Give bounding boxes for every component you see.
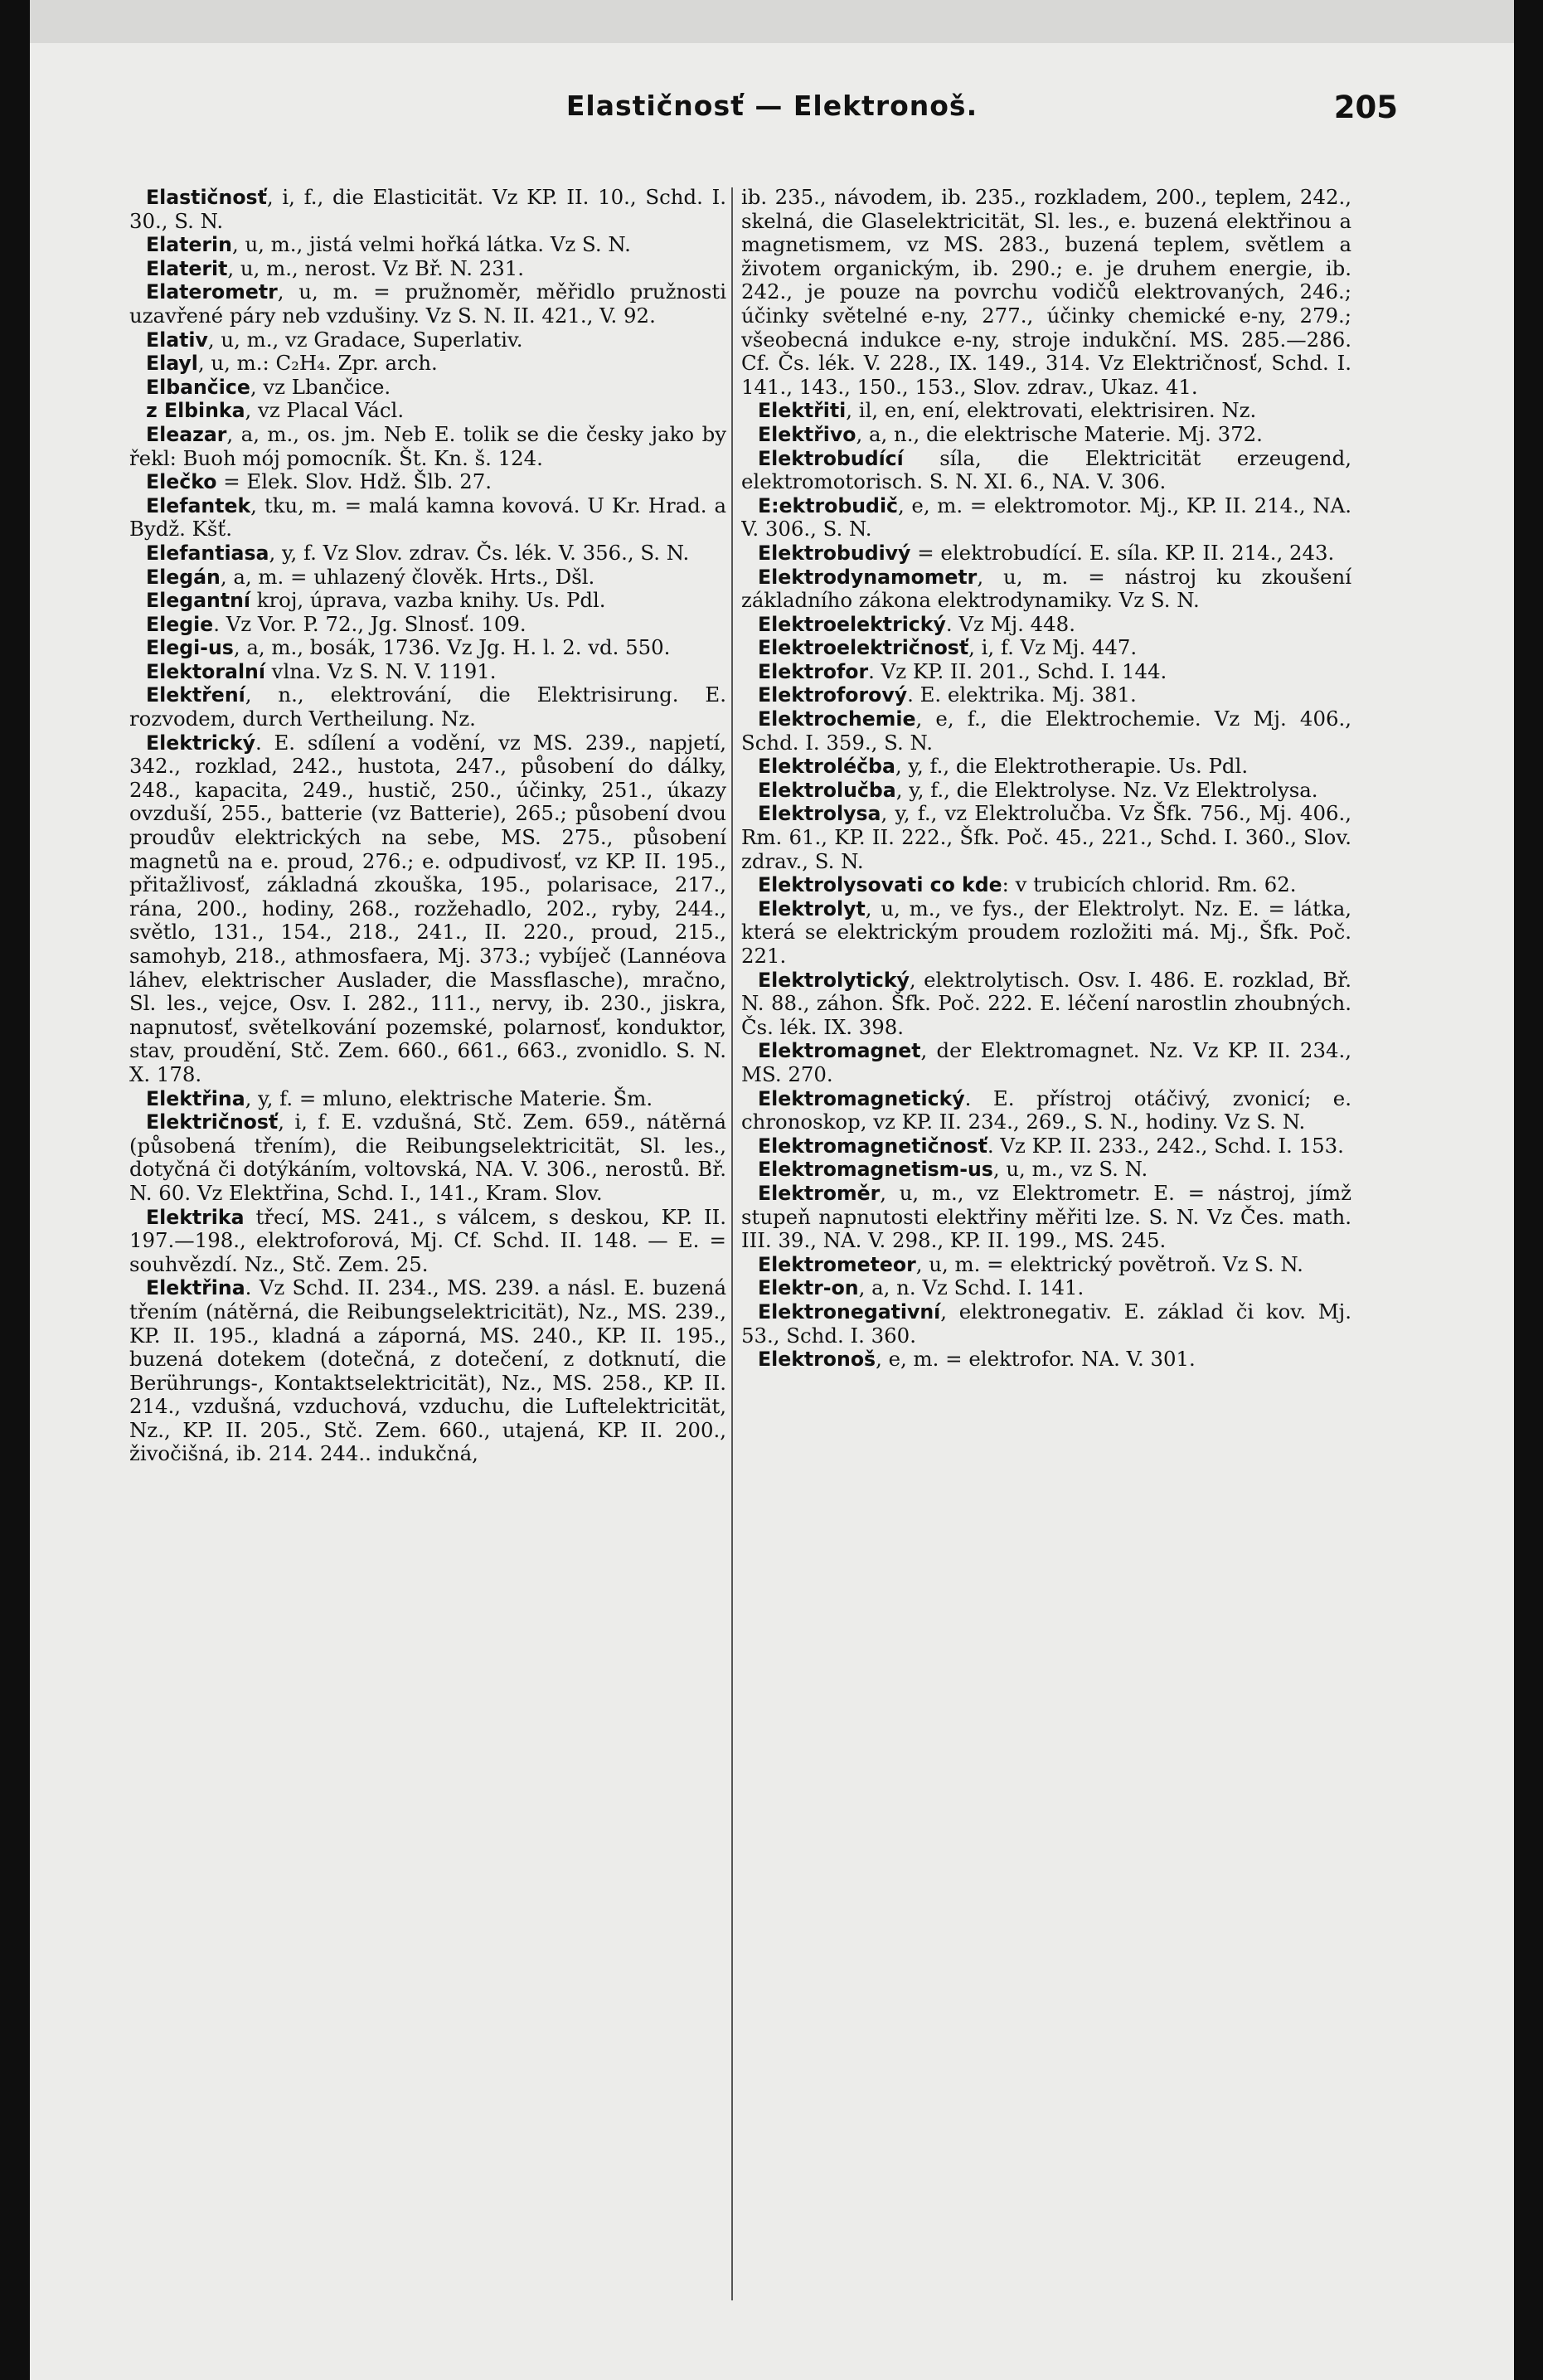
entry-headword: Elegantní	[146, 589, 250, 613]
dictionary-entry	[741, 683, 1351, 707]
dictionary-entry	[741, 542, 1351, 566]
entry-definition: . Vz Vor. P. 72., Jg. Slnosť. 109.	[213, 611, 526, 636]
entry-headword: Elektroelektričnosť	[758, 636, 969, 660]
entry-definition: , u, m., vz Elektrometr. E. = nástroj, jímž stupeň napnutosti elektřiny měřiti lze. S. N. Vz Čes. math. III. 39., NA. V. 298., KP. II. 199., MS. 245.	[741, 1180, 1351, 1253]
entry-headword: Elektřina	[146, 1086, 245, 1110]
entry-headword: Elektoralní	[146, 659, 265, 683]
dictionary-entry	[741, 1300, 1351, 1348]
entry-headword: Elektrobudící	[758, 446, 904, 470]
entry-headword: Eleazar	[146, 422, 227, 446]
dictionary-entry	[741, 447, 1351, 494]
entry-definition: , elektronegativ. E. základ či kov. Mj. 53., Schd. I. 360.	[741, 1299, 1351, 1348]
dictionary-entry	[741, 1087, 1351, 1134]
entry-definition: , u, m. = elektrický povětroň. Vz S. N.	[915, 1251, 1303, 1276]
entry-headword: Elektření	[146, 683, 245, 707]
entry-headword: Elektrofor	[758, 659, 869, 683]
entry-headword: Električnosť	[146, 1110, 279, 1134]
dictionary-entry	[129, 494, 726, 542]
dictionary-entry	[129, 328, 726, 352]
dictionary-entry	[129, 1087, 726, 1111]
scan-top-edge	[30, 0, 1514, 43]
entry-definition: . Vz Mj. 448.	[945, 611, 1075, 636]
dictionary-entry	[129, 613, 726, 637]
entry-headword: Elečko	[146, 470, 217, 494]
entry-definition: , u, m., nerost. Vz Bř. N. 231.	[227, 255, 525, 280]
entry-headword: Elektrika	[146, 1205, 245, 1229]
entry-definition: . E. elektrika. Mj. 381.	[907, 682, 1137, 707]
entry-headword: Elefantek	[146, 493, 251, 517]
dictionary-entry	[741, 613, 1351, 637]
entry-headword: Elektrolytický	[758, 968, 910, 992]
dictionary-entry	[741, 1134, 1351, 1158]
entry-definition: , il, en, ení, elektrovati, elektrisiren. Nz.	[846, 398, 1257, 423]
entry-definition: , i, f. Vz Mj. 447.	[968, 635, 1138, 660]
entry-headword: Elastičnosť	[146, 186, 267, 209]
dictionary-entry	[741, 755, 1351, 779]
dictionary-entry	[741, 494, 1351, 542]
entry-definition: , e, m. = elektromotor. Mj., KP. II. 214., NA. V. 306., S. N.	[741, 493, 1351, 542]
dictionary-entry	[741, 566, 1351, 613]
dictionary-entry	[741, 1182, 1351, 1253]
entry-headword: Elektřiti	[758, 399, 847, 423]
entry-definition: kroj, úprava, vazba knihy. Us. Pdl.	[250, 588, 606, 613]
dictionary-entry	[129, 280, 726, 328]
dictionary-entry	[129, 233, 726, 257]
dictionary-entry	[741, 873, 1351, 897]
dictionary-entry	[129, 470, 726, 494]
entry-definition: ib. 235., návodem, ib. 235., rozkladem, 200., teplem, 242., skelná, die Glaselektricität, Sl. les., e. buzená elektřinou a magnetismem, vz MS. 283., buzená teplem, světlem a životem organickým, ib. 290.; e. je druhem energie, ib. 242., je pouze na povrchu vodičů elektrovaných, 246.; účinky světelné e-ny, 277., účinky chemické e-ny, 279.; všeobecná indukce e-ny, stroje indukční. MS. 285.—286. Cf. Čs. lék. V. 228., IX. 149., 314. Vz Električnosť, Schd. I. 141., 143., 150., 153., Slov. zdrav., Ukaz. 41.	[741, 186, 1351, 399]
dictionary-entry	[129, 589, 726, 613]
entry-headword: E:ektrobudič	[758, 493, 899, 517]
entry-definition: síla, die Elektricität erzeugend, elektromotorisch. S. N. XI. 6., NA. V. 306.	[741, 445, 1351, 494]
entry-definition: , elektrolytisch. Osv. I. 486. E. rozklad, Bř. N. 88., záhon. Šfk. Poč. 222. E. léčení narostlin zhoubných. Čs. lék. IX. 398.	[741, 967, 1351, 1039]
dictionary-entry	[129, 731, 726, 1087]
entry-definition: . Vz KP. II. 201., Schd. I. 144.	[868, 658, 1167, 683]
entry-definition: , u, m. = nástroj ku zkoušení základního zákona elektrodynamiky. Vz S. N.	[741, 564, 1351, 613]
entry-headword: Elektronoš	[758, 1348, 876, 1372]
entry-headword: Elektromagnetický	[758, 1086, 965, 1110]
running-title: Elastičnosť — Elektronoš.	[565, 90, 978, 122]
entry-definition: . E. sdílení a vodění, vz MS. 239., napjetí, 342., rozklad, 242., hustota, 247., působení do dálky, 248., kapacita, 249., hustič, 250., účinky, 251., úkazy ovzduší, 255., batterie (vz Batterie), 265.; působení dvou proudův elektrických na sebe, MS. 275., působení magnetů na e. proud, 276.; e. odpudivosť, vz KP. II. 195., přitažlivosť, základná zkouška, 195., polarisace, 217., rána, 200., hodiny, 268., rozžehadlo, 202., ryby, 244., světlo, 131., 154., 218., 241., II. 220., proud, 215., samohyb, 218., athmosfaera, Mj. 373.; vybíječ (Lannéova láhev, elektrischer Auslader, die Massflasche), mračno, Sl. les., vejce, Osv. I. 282., 111., nervy, ib. 230., jiskra, napnutosť, světelkování pozemské, polarnosť, konduktor, stav, proudění, Stč. Zem. 660., 661., 663., zvonidlo. S. N. X. 178.	[129, 730, 726, 1086]
entry-headword: Elativ	[146, 328, 208, 352]
dictionary-entry	[741, 660, 1351, 684]
entry-headword: Elektrochemie	[758, 707, 916, 731]
dictionary-entry	[741, 802, 1351, 873]
dictionary-entry	[741, 1039, 1351, 1086]
entry-headword: Elefantiasa	[146, 541, 269, 565]
entry-headword: Elaterin	[146, 233, 232, 257]
page-number: 205	[1333, 90, 1398, 125]
dictionary-entry	[741, 779, 1351, 803]
entry-headword: Elektřivo	[758, 422, 856, 446]
entry-definition: , u, m., ve fys., der Elektrolyt. Nz. E. = látka, která se elektrickým proudem rozložiti má. Mj., Šfk. Poč. 221.	[741, 896, 1351, 968]
entry-definition: , e, m. = elektrofor. NA. V. 301.	[876, 1347, 1196, 1372]
entry-headword: Elektromagnet	[758, 1039, 921, 1063]
dictionary-entry	[129, 636, 726, 660]
entry-headword: Elektromagnetičnosť	[758, 1134, 987, 1158]
entry-headword: Elektrolučba	[758, 778, 896, 802]
dictionary-entry	[129, 423, 726, 470]
entry-headword: Elayl	[146, 352, 198, 376]
column-divider	[731, 187, 733, 2300]
dictionary-entry	[129, 352, 726, 376]
entry-definition: , a, m., os. jm. Neb E. tolik se die česky jako by řekl: Buoh mój pomocník. Št. Kn. š. 124.	[129, 421, 726, 470]
dictionary-entry	[741, 969, 1351, 1040]
entry-headword: z Elbinka	[146, 399, 245, 423]
entry-definition: . E. přístroj otáčivý, zvonicí; e. chronoskop, vz KP. II. 234., 269., S. N., hodiny. Vz S. N.	[741, 1086, 1351, 1134]
entry-definition: , u, m. = pružnoměr, měřidlo pružnosti uzavřené páry neb vzdušiny. Vz S. N. II. 421., V. 92.	[129, 279, 726, 328]
entry-definition: , e, f., die Elektrochemie. Vz Mj. 406., Schd. I. 359., S. N.	[741, 707, 1351, 755]
entry-definition: , y, f., vz Elektrolučba. Vz Šfk. 756., Mj. 406., Rm. 61., KP. II. 222., Šfk. Poč. 45., 221., Schd. I. 360., Slov. zdrav., S. N.	[741, 801, 1351, 873]
entry-definition: , u, m., vz Gradace, Superlativ.	[207, 327, 523, 352]
entry-headword: Elektrobudivý	[758, 541, 911, 565]
entry-headword: Elektr-on	[758, 1276, 859, 1300]
entry-definition: . Vz KP. II. 233., 242., Schd. I. 153.	[987, 1133, 1344, 1158]
dictionary-entry	[129, 186, 726, 233]
dictionary-entry	[741, 1158, 1351, 1182]
dictionary-entry	[129, 257, 726, 281]
entry-headword: Elektrometeor	[758, 1252, 916, 1276]
dictionary-entry	[129, 1110, 726, 1205]
entry-headword: Elektrodynamometr	[758, 565, 978, 589]
dictionary-entry	[129, 1276, 726, 1466]
dictionary-entry	[741, 1348, 1351, 1372]
entry-definition: , u, m.: C₂H₄. Zpr. arch.	[197, 351, 438, 376]
entry-headword: Elektrický	[146, 731, 255, 755]
dictionary-entry	[741, 897, 1351, 969]
entry-definition: , a, m. = uhlazený člověk. Hrts., Dšl.	[220, 564, 595, 589]
entry-headword: Elegi-us	[146, 636, 234, 660]
entry-definition: vlna. Vz S. N. V. 1191.	[264, 658, 497, 683]
dictionary-entry	[741, 1253, 1351, 1277]
entry-definition: , y, f. = mluno, elektrische Materie. Šm.	[245, 1086, 653, 1110]
dictionary-entry	[129, 399, 726, 423]
entry-definition: třecí, MS. 241., s válcem, s deskou, KP. II. 197.—198., elektroforová, Mj. Cf. Schd. II. 148. — E. = souhvězdí. Nz., Stč. Zem. 25.	[129, 1204, 726, 1276]
dictionary-page	[30, 0, 1514, 2380]
entry-definition: , y, f., die Elektrotherapie. Us. Pdl.	[895, 754, 1249, 779]
entry-headword: Elektřina	[146, 1276, 245, 1300]
entry-headword: Elektroforový	[758, 683, 908, 707]
entry-headword: Elaterit	[146, 256, 228, 280]
dictionary-entry	[741, 636, 1351, 660]
entry-definition: , vz Lbančice.	[250, 374, 391, 399]
entry-definition: , a, n. Vz Schd. I. 141.	[858, 1275, 1084, 1300]
entry-definition: , u, m., jistá velmi hořká látka. Vz S. N.	[231, 232, 631, 257]
entry-definition: , i, f., die Elasticität. Vz KP. II. 10., Schd. I. 30., S. N.	[129, 186, 726, 233]
entry-definition: , a, m., bosák, 1736. Vz Jg. H. l. 2. vd. 550.	[233, 635, 671, 660]
entry-headword: Elektrolyt	[758, 896, 866, 920]
left-column	[129, 186, 726, 2309]
entry-definition: , n., elektrování, die Elektrisirung. E. rozvodem, durch Vertheilung. Nz.	[129, 682, 726, 731]
entry-headword: Elegán	[146, 565, 221, 589]
dictionary-entry	[741, 399, 1351, 423]
entry-headword: Elektroelektrický	[758, 612, 946, 636]
entry-definition: . Vz Schd. II. 234., MS. 239. a násl. E. buzená třením (nátěrná, die Reibungselektricität), Nz., MS. 239., KP. II. 195., kladná a záporná, MS. 240., KP. II. 195., buzená dotekem (dotečná, z dotečení, z dotknutí, die Berührungs-, Kontaktselektricität), Nz., MS. 258., KP. II. 214., vzdušná, vzduchová, vzduchu, die Luftelektricität, Nz., KP. II. 205., Stč. Zem. 660., utajená, KP. II. 200., živočišná, ib. 214. 244.. indukčná,	[129, 1275, 726, 1466]
dictionary-entry	[741, 186, 1351, 399]
entry-headword: Elektronegativní	[758, 1299, 941, 1324]
entry-headword: Elbančice	[146, 375, 250, 399]
entry-definition: = Elek. Slov. Hdž. Šlb. 27.	[216, 469, 492, 494]
entry-headword: Elektrolysovati co kde	[758, 873, 1002, 897]
dictionary-entry	[129, 376, 726, 400]
entry-definition: : v trubicích chlorid. Rm. 62.	[1002, 872, 1297, 897]
dictionary-entry	[129, 683, 726, 731]
entry-headword: Elaterometr	[146, 280, 278, 304]
entry-headword: Elektrolysa	[758, 802, 881, 826]
dictionary-entry	[741, 707, 1351, 755]
right-column	[741, 186, 1351, 2309]
dictionary-entry	[129, 1206, 726, 1277]
dictionary-entry	[129, 542, 726, 566]
dictionary-entry	[741, 423, 1351, 447]
dictionary-entry	[129, 660, 726, 684]
entry-definition: , u, m., vz S. N.	[992, 1157, 1148, 1182]
entry-headword: Elegie	[146, 612, 214, 636]
entry-definition: , y, f., die Elektrolyse. Nz. Vz Elektrolysa.	[895, 777, 1318, 802]
entry-definition: = elektrobudící. E. síla. KP. II. 214., 243.	[910, 540, 1335, 565]
entry-headword: Elektroléčba	[758, 755, 895, 779]
entry-headword: Elektroměr	[758, 1181, 881, 1205]
entry-definition: , a, n., die elektrische Materie. Mj. 372.	[856, 421, 1263, 446]
dictionary-entry	[741, 1276, 1351, 1300]
entry-definition: , i, f. E. vzdušná, Stč. Zem. 659., nátěrná (působená třením), die Reibungselektricität, Sl. les., dotyčná či dotýkáním, voltovská, NA. V. 306., nerostů. Bř. N. 60. Vz Elektřina, Schd. I., 141., Kram. Slov.	[129, 1110, 726, 1205]
entry-definition: , y, f. Vz Slov. zdrav. Čs. lék. V. 356., S. N.	[269, 540, 690, 565]
dictionary-entry	[129, 566, 726, 590]
entry-definition: , der Elektromagnet. Nz. Vz KP. II. 234., MS. 270.	[741, 1038, 1351, 1086]
entry-definition: , vz Placal Václ.	[245, 398, 405, 423]
entry-definition: , tku, m. = malá kamna kovová. U Kr. Hrad. a Bydž. Kšť.	[129, 493, 726, 542]
running-header	[30, 90, 1514, 139]
entry-headword: Elektromagnetism-us	[758, 1158, 993, 1182]
